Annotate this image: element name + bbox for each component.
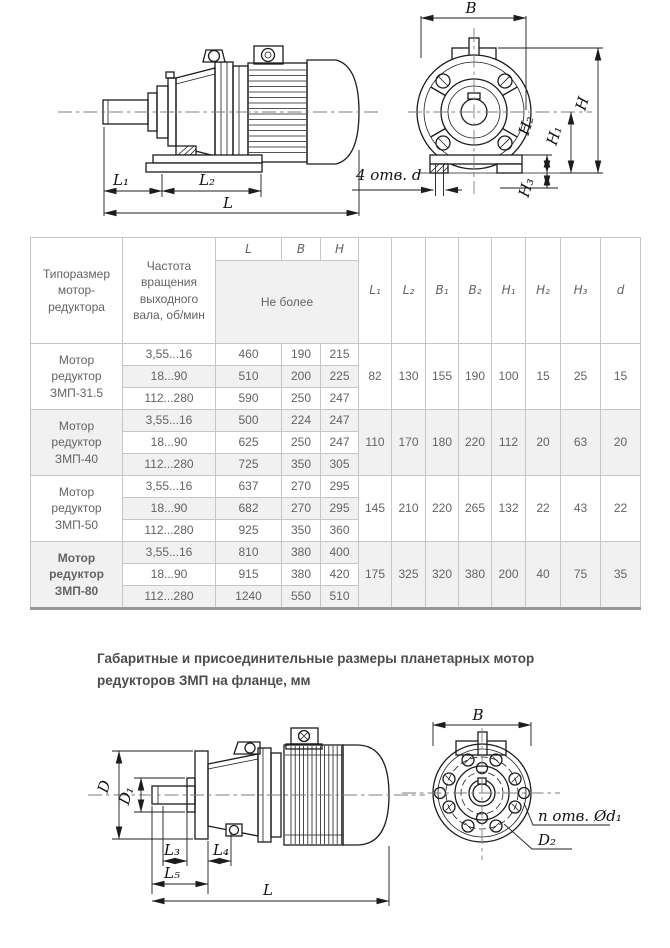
table-cell: 350 — [282, 454, 321, 476]
table-cell: 145 — [359, 476, 392, 542]
table-cell: 175 — [359, 542, 392, 609]
table-cell: 132 — [492, 476, 526, 542]
table-cell: 18...90 — [123, 366, 216, 388]
header-b1: B₁ — [426, 238, 459, 344]
dim-label-l2: L₂ — [199, 171, 215, 189]
table-cell: 250 — [282, 432, 321, 454]
table-cell: 35 — [601, 542, 641, 609]
table-cell: 215 — [321, 344, 359, 366]
table-cell: 180 — [426, 410, 459, 476]
dim-label-l3: L₃ — [164, 841, 180, 859]
table-cell: 380 — [282, 542, 321, 564]
header-limit: Не более — [216, 261, 359, 344]
table-cell: 3,55...16 — [123, 344, 216, 366]
dim-label-d1: D₁ — [114, 784, 138, 807]
table-cell: 210 — [392, 476, 426, 542]
table-cell: 420 — [321, 564, 359, 586]
header-l1: L₁ — [359, 238, 392, 344]
table-cell: 100 — [492, 344, 526, 410]
dim-label-d: D — [93, 778, 115, 795]
header-b: B — [282, 238, 321, 261]
table-cell: 112...280 — [123, 586, 216, 609]
table-cell: 40 — [526, 542, 561, 609]
table-cell: 550 — [282, 586, 321, 609]
header-l2: L₂ — [392, 238, 426, 344]
table-cell: 18...90 — [123, 564, 216, 586]
front-view-dimensions — [433, 708, 622, 849]
dimensions-table — [30, 237, 641, 610]
table-cell: 112...280 — [123, 454, 216, 476]
side-view-flange-mounted — [152, 728, 389, 845]
table-cell: 590 — [216, 388, 282, 410]
table-cell: 247 — [321, 388, 359, 410]
dim-label-b: B — [472, 708, 484, 724]
dim-label-l: L — [223, 194, 233, 212]
table-cell: 3,55...16 — [123, 410, 216, 432]
table-cell: 82 — [359, 344, 392, 410]
table-cell: 190 — [282, 344, 321, 366]
table-cell: 200 — [282, 366, 321, 388]
dim-label-h3: H₃ — [514, 175, 538, 200]
table-cell: 75 — [561, 542, 601, 609]
group-name-cell: Мотор редуктор ЗМП-50 — [31, 476, 123, 542]
header-b2: B₂ — [459, 238, 492, 344]
table-cell: 112 — [492, 410, 526, 476]
table-row — [31, 410, 641, 432]
table-cell: 1240 — [216, 586, 282, 609]
dim-label-holes: 4 отв. d — [356, 166, 422, 184]
header-h: H — [321, 238, 359, 261]
table-cell: 637 — [216, 476, 282, 498]
dim-label-h2: H₂ — [514, 113, 538, 138]
dim-label-b: B — [465, 0, 477, 17]
table-cell: 247 — [321, 432, 359, 454]
mounting-foot — [153, 155, 262, 163]
table-row — [31, 344, 641, 366]
header-h3: H₃ — [561, 238, 601, 344]
header-l: L — [216, 238, 282, 261]
table-cell: 3,55...16 — [123, 476, 216, 498]
table-cell: 20 — [601, 410, 641, 476]
group-name-cell: Мотор редуктор ЗМП-31.5 — [31, 344, 123, 410]
table-cell: 43 — [561, 476, 601, 542]
table-cell: 20 — [526, 410, 561, 476]
table-cell: 220 — [459, 410, 492, 476]
table-cell: 170 — [392, 410, 426, 476]
table-cell: 810 — [216, 542, 282, 564]
table-cell: 22 — [526, 476, 561, 542]
dim-label-holes: n отв. Ød₁ — [538, 807, 622, 825]
table-cell: 725 — [216, 454, 282, 476]
lifting-lug — [203, 50, 225, 62]
table-cell: 18...90 — [123, 432, 216, 454]
table-cell: 247 — [321, 410, 359, 432]
table-cell: 460 — [216, 344, 282, 366]
table-cell: 112...280 — [123, 388, 216, 410]
table-cell: 200 — [492, 542, 526, 609]
dim-label-l: L — [263, 881, 273, 899]
dim-label-l1: L₁ — [113, 171, 129, 189]
table-cell: 190 — [459, 344, 492, 410]
table-cell: 510 — [321, 586, 359, 609]
table-cell: 295 — [321, 476, 359, 498]
table-row — [31, 542, 641, 564]
table-cell: 682 — [216, 498, 282, 520]
table-cell: 320 — [426, 542, 459, 609]
front-foot — [430, 155, 522, 164]
table-cell: 250 — [282, 388, 321, 410]
table-cell: 500 — [216, 410, 282, 432]
table-cell: 25 — [561, 344, 601, 410]
table-cell: 305 — [321, 454, 359, 476]
table-cell: 224 — [282, 410, 321, 432]
table-cell: 63 — [561, 410, 601, 476]
group-name-cell: Мотор редуктор ЗМП-80 — [31, 542, 123, 609]
dim-label-l4: L₄ — [213, 841, 229, 859]
table-cell: 510 — [216, 366, 282, 388]
dim-label-d2: D₂ — [538, 831, 557, 849]
table-cell: 400 — [321, 542, 359, 564]
table-cell: 110 — [359, 410, 392, 476]
dim-label-h: H — [571, 94, 593, 113]
table-cell: 350 — [282, 520, 321, 542]
group-name-cell: Мотор редуктор ЗМП-40 — [31, 410, 123, 476]
table-cell: 360 — [321, 520, 359, 542]
front-view-foot-mounted — [417, 38, 560, 173]
caption: Габаритные и присоединительные размеры планетарных мотор редукторов ЗМП на фланце, мм — [97, 651, 535, 689]
header-h1: H₁ — [492, 238, 526, 344]
table-cell: 265 — [459, 476, 492, 542]
table-row — [31, 476, 641, 498]
dim-label-l5: L₅ — [164, 864, 180, 882]
header-h2: H₂ — [526, 238, 561, 344]
table-cell: 295 — [321, 498, 359, 520]
table-cell: 22 — [601, 476, 641, 542]
drawing-foot-mounted — [0, 0, 670, 236]
table-cell: 15 — [601, 344, 641, 410]
header-typesize: Типоразмер мотор-редуктора — [31, 238, 123, 344]
table-cell: 15 — [526, 344, 561, 410]
table-cell: 270 — [282, 498, 321, 520]
drawing-flange-mounted — [0, 708, 670, 948]
table-cell: 325 — [392, 542, 426, 609]
table-cell: 3,55...16 — [123, 542, 216, 564]
header-frequency: Частота вращения выходного вала, об/мин — [123, 238, 216, 344]
header-d: d — [601, 238, 641, 344]
table-cell: 380 — [282, 564, 321, 586]
table-cell: 925 — [216, 520, 282, 542]
table-cell: 915 — [216, 564, 282, 586]
table-cell: 270 — [282, 476, 321, 498]
table-cell: 155 — [426, 344, 459, 410]
table-cell: 625 — [216, 432, 282, 454]
table-cell: 18...90 — [123, 498, 216, 520]
dim-label-h1: H₁ — [542, 123, 566, 148]
table-cell: 380 — [459, 542, 492, 609]
table-cell: 130 — [392, 344, 426, 410]
table-cell: 112...280 — [123, 520, 216, 542]
table-cell: 220 — [426, 476, 459, 542]
side-view-foot-mounted — [103, 46, 359, 172]
table-cell: 225 — [321, 366, 359, 388]
